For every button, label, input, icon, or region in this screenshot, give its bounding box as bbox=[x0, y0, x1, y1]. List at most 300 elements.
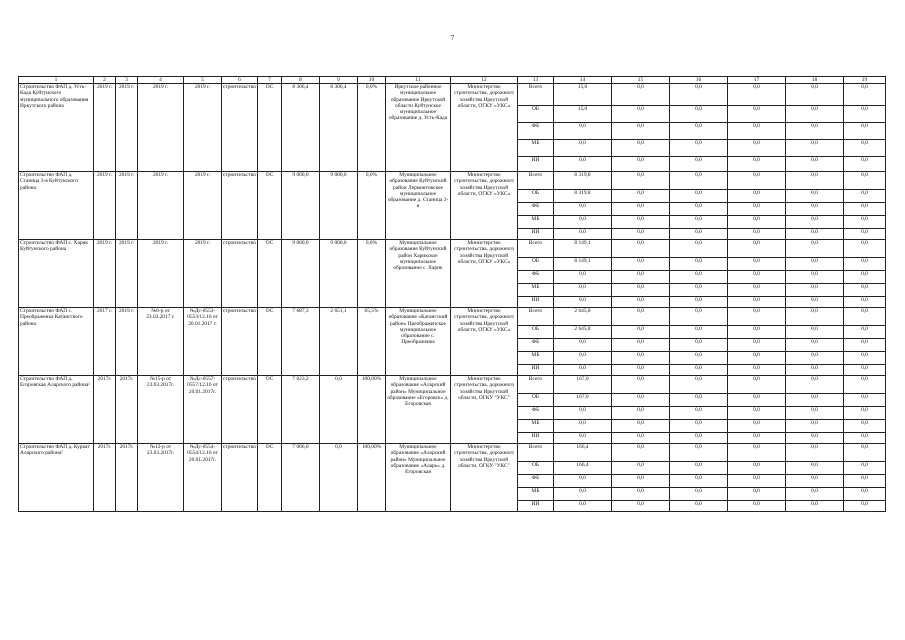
amount-cell: 0,0 bbox=[728, 475, 786, 488]
amount-cell: 0,0 bbox=[554, 203, 612, 216]
amount-cell: 0,0 bbox=[670, 190, 728, 203]
amount-cell: 0,0 bbox=[728, 106, 786, 123]
amount-cell: 0,0 bbox=[670, 444, 728, 462]
amount-cell: 0,0 bbox=[786, 488, 844, 501]
remaining-cost-cell: 9 000,0 bbox=[320, 172, 358, 240]
amount-cell: 0,0 bbox=[612, 229, 670, 240]
financing-table bbox=[18, 76, 886, 512]
table-row bbox=[19, 376, 886, 394]
municipality-cell: Муниципальное образование Куйтунский район Харикское муниципальное образование с. Харик bbox=[386, 240, 451, 308]
customer-cell: Министерство строительства, дорожного хозяйства Иркутской области, ОГКУ «УКС» bbox=[451, 240, 518, 308]
amount-cell: 0,0 bbox=[728, 407, 786, 420]
amount-cell: 0,0 bbox=[786, 352, 844, 365]
amount-cell: 0,0 bbox=[844, 376, 886, 394]
contract-cell: №Дс-0557-0557/12.16 от 20.01.2017г. bbox=[184, 376, 222, 444]
amount-cell: 0,0 bbox=[786, 462, 844, 475]
amount-cell: 0,0 bbox=[554, 407, 612, 420]
amount-cell: 8 149,1 bbox=[554, 240, 612, 258]
column-number-8: 8 bbox=[282, 77, 320, 84]
start-year-cell: 2019 г. bbox=[94, 84, 116, 172]
amount-cell: 0,0 bbox=[670, 157, 728, 172]
amount-cell: 0,0 bbox=[844, 271, 886, 284]
column-number-17: 17 bbox=[728, 77, 786, 84]
amount-cell: 8 319,8 bbox=[554, 172, 612, 190]
amount-cell: 0,0 bbox=[844, 462, 886, 475]
amount-cell: 0,0 bbox=[786, 297, 844, 308]
contract-cell: 2019 г. bbox=[184, 172, 222, 240]
municipality-cell: Муниципальное образование «Аларский район» Муниципальное образование «Аларь» д. Егоровская bbox=[386, 444, 451, 512]
amount-cell: 0,0 bbox=[786, 106, 844, 123]
amount-cell: 0,0 bbox=[554, 140, 612, 157]
funding-source-cell: ОБ bbox=[518, 394, 554, 407]
end-year-cell: 2017г. bbox=[116, 376, 138, 444]
amount-cell: 0,0 bbox=[670, 420, 728, 433]
column-number-16: 16 bbox=[670, 77, 728, 84]
amount-cell: 0,0 bbox=[728, 433, 786, 444]
amount-cell: 0,0 bbox=[670, 229, 728, 240]
customer-cell: Министерство строительства, дорожного хозяйства Иркутской области, ОГКУ «УКС» bbox=[451, 84, 518, 172]
remaining-cost-cell: 2 651,1 bbox=[320, 308, 358, 376]
amount-cell: 0,0 bbox=[612, 123, 670, 140]
amount-cell: 0,0 bbox=[786, 475, 844, 488]
amount-cell: 0,0 bbox=[612, 216, 670, 229]
column-number-12: 12 bbox=[451, 77, 518, 84]
project-name-cell: Строительство ФАП д. Усть-Када Куйтунского муниципального образования Иркутского района bbox=[19, 84, 94, 172]
page-number: 7 bbox=[450, 34, 455, 42]
amount-cell: 0,0 bbox=[612, 172, 670, 190]
contract-cell: №Дс-0553-0553/12.16 от 20.01.2017 г. bbox=[184, 308, 222, 376]
amount-cell: 0,0 bbox=[612, 84, 670, 106]
funding-source-cell: МБ bbox=[518, 216, 554, 229]
start-year-cell: 2017г. bbox=[94, 444, 116, 512]
order-cell: №6-р от 23.03.2017 г. bbox=[138, 308, 184, 376]
amount-cell: 0,0 bbox=[786, 433, 844, 444]
amount-cell: 0,0 bbox=[786, 203, 844, 216]
customer-cell: Министерство строительства, дорожного хозяйства Иркутской области, ОГКУ "УКС" bbox=[451, 376, 518, 444]
funding-source-cell: Всего bbox=[518, 308, 554, 326]
project-name-cell: Строительство ФАП д. Егоровская Аларского района² bbox=[19, 376, 94, 444]
amount-cell: 0,0 bbox=[670, 84, 728, 106]
amount-cell: 0,0 bbox=[612, 376, 670, 394]
amount-cell: 0,0 bbox=[670, 308, 728, 326]
start-year-cell: 2019 г. bbox=[94, 172, 116, 240]
amount-cell: 0,0 bbox=[786, 407, 844, 420]
amount-cell: 0,0 bbox=[670, 339, 728, 352]
amount-cell: 167,0 bbox=[554, 394, 612, 407]
amount-cell: 0,0 bbox=[612, 407, 670, 420]
amount-cell: 0,0 bbox=[670, 394, 728, 407]
project-name-cell: Строительство ФАП д. Куркат Аларского района² bbox=[19, 444, 94, 512]
amount-cell: 0,0 bbox=[786, 284, 844, 297]
work-type-cell: строительство bbox=[222, 376, 258, 444]
municipality-cell: Муниципальное образование «Катангский район» Преображенское муниципальное образование с. Преображенка bbox=[386, 308, 451, 376]
amount-cell: 0,0 bbox=[612, 297, 670, 308]
readiness-cell: 100,00% bbox=[358, 376, 386, 444]
category-cell: ОС bbox=[258, 444, 282, 512]
category-cell: ОС bbox=[258, 172, 282, 240]
readiness-cell: 0,0% bbox=[358, 240, 386, 308]
remaining-cost-cell: 8 306,4 bbox=[320, 84, 358, 172]
order-cell: 2019 г. bbox=[138, 172, 184, 240]
contract-cell: 2019 г. bbox=[184, 240, 222, 308]
order-cell: №12-р от 23.03.2017г. bbox=[138, 444, 184, 512]
amount-cell: 0,0 bbox=[786, 326, 844, 339]
amount-cell: 0,0 bbox=[844, 339, 886, 352]
amount-cell: 0,0 bbox=[612, 240, 670, 258]
start-year-cell: 2019 г. bbox=[94, 240, 116, 308]
amount-cell: 0,0 bbox=[554, 157, 612, 172]
table-row bbox=[19, 84, 886, 106]
amount-cell: 0,0 bbox=[844, 394, 886, 407]
funding-source-cell: ИИ bbox=[518, 229, 554, 240]
cost-cell: 9 000,0 bbox=[282, 172, 320, 240]
category-cell: ОС bbox=[258, 376, 282, 444]
amount-cell: 0,0 bbox=[844, 84, 886, 106]
amount-cell: 0,0 bbox=[786, 140, 844, 157]
amount-cell: 0,0 bbox=[786, 216, 844, 229]
amount-cell: 0,0 bbox=[728, 308, 786, 326]
amount-cell: 0,0 bbox=[786, 240, 844, 258]
funding-source-cell: ФБ bbox=[518, 271, 554, 284]
funding-source-cell: Всего bbox=[518, 172, 554, 190]
funding-source-cell: ИИ bbox=[518, 501, 554, 512]
amount-cell: 0,0 bbox=[554, 488, 612, 501]
amount-cell: 0,0 bbox=[844, 284, 886, 297]
amount-cell: 0,0 bbox=[844, 352, 886, 365]
order-cell: 2019 г. bbox=[138, 84, 184, 172]
column-number-19: 19 bbox=[844, 77, 886, 84]
amount-cell: 0,0 bbox=[612, 203, 670, 216]
amount-cell: 0,0 bbox=[844, 240, 886, 258]
amount-cell: 0,0 bbox=[612, 157, 670, 172]
amount-cell: 0,0 bbox=[728, 297, 786, 308]
amount-cell: 0,0 bbox=[670, 407, 728, 420]
column-number-7: 7 bbox=[258, 77, 282, 84]
remaining-cost-cell: 0,0 bbox=[320, 444, 358, 512]
funding-source-cell: МБ bbox=[518, 140, 554, 157]
amount-cell: 0,0 bbox=[786, 501, 844, 512]
amount-cell: 2 645,8 bbox=[554, 308, 612, 326]
end-year-cell: 2019 г. bbox=[116, 84, 138, 172]
amount-cell: 0,0 bbox=[612, 258, 670, 271]
column-number-10: 10 bbox=[358, 77, 386, 84]
funding-source-cell: Всего bbox=[518, 376, 554, 394]
amount-cell: 0,0 bbox=[844, 190, 886, 203]
amount-cell: 0,0 bbox=[670, 240, 728, 258]
column-number-13: 13 bbox=[518, 77, 554, 84]
amount-cell: 0,0 bbox=[554, 123, 612, 140]
amount-cell: 0,0 bbox=[786, 172, 844, 190]
amount-cell: 0,0 bbox=[728, 501, 786, 512]
funding-source-cell: ИИ bbox=[518, 433, 554, 444]
amount-cell: 0,0 bbox=[844, 140, 886, 157]
amount-cell: 0,0 bbox=[786, 157, 844, 172]
amount-cell: 0,0 bbox=[786, 123, 844, 140]
column-number-14: 14 bbox=[554, 77, 612, 84]
amount-cell: 0,0 bbox=[786, 339, 844, 352]
amount-cell: 0,0 bbox=[728, 365, 786, 376]
amount-cell: 0,0 bbox=[728, 258, 786, 271]
start-year-cell: 2017 г. bbox=[94, 308, 116, 376]
funding-source-cell: ФБ bbox=[518, 475, 554, 488]
amount-cell: 0,0 bbox=[728, 229, 786, 240]
amount-cell: 0,0 bbox=[728, 157, 786, 172]
work-type-cell: строительство bbox=[222, 240, 258, 308]
table-row bbox=[19, 240, 886, 258]
remaining-cost-cell: 9 000,0 bbox=[320, 240, 358, 308]
project-name-cell: Строительство ФАП д. Станица 3-я Куйтунского района bbox=[19, 172, 94, 240]
amount-cell: 0,0 bbox=[844, 501, 886, 512]
amount-cell: 0,0 bbox=[612, 444, 670, 462]
amount-cell: 0,0 bbox=[554, 433, 612, 444]
amount-cell: 0,0 bbox=[670, 326, 728, 339]
amount-cell: 0,0 bbox=[554, 501, 612, 512]
amount-cell: 0,0 bbox=[612, 271, 670, 284]
order-cell: №15-р от 23.03.2017г. bbox=[138, 376, 184, 444]
funding-source-cell: ИИ bbox=[518, 297, 554, 308]
column-number-6: 6 bbox=[222, 77, 258, 84]
readiness-cell: 65,5% bbox=[358, 308, 386, 376]
amount-cell: 0,0 bbox=[554, 475, 612, 488]
funding-source-cell: ФБ bbox=[518, 407, 554, 420]
amount-cell: 0,0 bbox=[554, 297, 612, 308]
funding-source-cell: ОБ bbox=[518, 190, 554, 203]
amount-cell: 0,0 bbox=[670, 462, 728, 475]
amount-cell: 0,0 bbox=[786, 229, 844, 240]
amount-cell: 0,0 bbox=[728, 123, 786, 140]
amount-cell: 0,0 bbox=[670, 172, 728, 190]
amount-cell: 0,0 bbox=[728, 271, 786, 284]
amount-cell: 0,0 bbox=[786, 365, 844, 376]
amount-cell: 0,0 bbox=[844, 365, 886, 376]
funding-source-cell: ОБ bbox=[518, 258, 554, 271]
amount-cell: 167,0 bbox=[554, 376, 612, 394]
amount-cell: 0,0 bbox=[670, 365, 728, 376]
amount-cell: 0,0 bbox=[728, 190, 786, 203]
amount-cell: 0,0 bbox=[728, 420, 786, 433]
amount-cell: 0,0 bbox=[728, 216, 786, 229]
amount-cell: 0,0 bbox=[670, 140, 728, 157]
funding-source-cell: ФБ bbox=[518, 203, 554, 216]
contract-cell: 2019 г. bbox=[184, 84, 222, 172]
category-cell: ОС bbox=[258, 84, 282, 172]
amount-cell: 0,0 bbox=[728, 376, 786, 394]
amount-cell: 0,0 bbox=[844, 475, 886, 488]
funding-source-cell: Всего bbox=[518, 84, 554, 106]
amount-cell: 0,0 bbox=[670, 475, 728, 488]
funding-source-cell: МБ bbox=[518, 284, 554, 297]
funding-source-cell: ИИ bbox=[518, 157, 554, 172]
amount-cell: 0,0 bbox=[670, 106, 728, 123]
cost-cell: 7 023,2 bbox=[282, 376, 320, 444]
amount-cell: 0,0 bbox=[844, 106, 886, 123]
table-row bbox=[19, 172, 886, 190]
contract-cell: №Дс-0554-0554/12.16 от 20.01.2017г. bbox=[184, 444, 222, 512]
column-number-row bbox=[19, 77, 886, 84]
amount-cell: 0,0 bbox=[844, 229, 886, 240]
cost-cell: 8 306,4 bbox=[282, 84, 320, 172]
municipality-cell: Иркутское районное муниципальное образование Иркутской области Куйтунское муниципальное образование д. Усть-Када bbox=[386, 84, 451, 172]
work-type-cell: строительство bbox=[222, 444, 258, 512]
amount-cell: 15,0 bbox=[554, 106, 612, 123]
table-row bbox=[19, 308, 886, 326]
amount-cell: 0,0 bbox=[728, 462, 786, 475]
work-type-cell: строительство bbox=[222, 172, 258, 240]
column-number-9: 9 bbox=[320, 77, 358, 84]
amount-cell: 0,0 bbox=[670, 488, 728, 501]
amount-cell: 0,0 bbox=[612, 339, 670, 352]
funding-source-cell: ОБ bbox=[518, 462, 554, 475]
column-number-3: 3 bbox=[116, 77, 138, 84]
amount-cell: 0,0 bbox=[728, 140, 786, 157]
column-number-5: 5 bbox=[184, 77, 222, 84]
amount-cell: 0,0 bbox=[844, 308, 886, 326]
readiness-cell: 100,00% bbox=[358, 444, 386, 512]
work-type-cell: строительство bbox=[222, 84, 258, 172]
funding-source-cell: МБ bbox=[518, 352, 554, 365]
amount-cell: 0,0 bbox=[728, 326, 786, 339]
end-year-cell: 2019 г. bbox=[116, 308, 138, 376]
amount-cell: 0,0 bbox=[554, 365, 612, 376]
column-number-11: 11 bbox=[386, 77, 451, 84]
amount-cell: 0,0 bbox=[844, 407, 886, 420]
readiness-cell: 0,0% bbox=[358, 84, 386, 172]
amount-cell: 166,4 bbox=[554, 462, 612, 475]
amount-cell: 0,0 bbox=[612, 284, 670, 297]
amount-cell: 0,0 bbox=[612, 106, 670, 123]
amount-cell: 0,0 bbox=[670, 284, 728, 297]
amount-cell: 0,0 bbox=[554, 284, 612, 297]
column-number-15: 15 bbox=[612, 77, 670, 84]
funding-source-cell: МБ bbox=[518, 488, 554, 501]
cost-cell: 7 006,0 bbox=[282, 444, 320, 512]
customer-cell: Министерство строительства, дорожного хозяйства Иркутской области, ОГКУ «УКС» bbox=[451, 308, 518, 376]
amount-cell: 0,0 bbox=[786, 258, 844, 271]
amount-cell: 0,0 bbox=[844, 258, 886, 271]
funding-source-cell: Всего bbox=[518, 240, 554, 258]
remaining-cost-cell: 0,0 bbox=[320, 376, 358, 444]
amount-cell: 0,0 bbox=[844, 172, 886, 190]
amount-cell: 0,0 bbox=[844, 488, 886, 501]
end-year-cell: 2017г. bbox=[116, 444, 138, 512]
amount-cell: 0,0 bbox=[612, 365, 670, 376]
order-cell: 2019 г. bbox=[138, 240, 184, 308]
project-name-cell: Строительство ФАП с. Харик Куйтунского района bbox=[19, 240, 94, 308]
category-cell: ОС bbox=[258, 240, 282, 308]
amount-cell: 0,0 bbox=[728, 444, 786, 462]
amount-cell: 0,0 bbox=[844, 326, 886, 339]
amount-cell: 8 319,8 bbox=[554, 190, 612, 203]
funding-source-cell: ФБ bbox=[518, 123, 554, 140]
column-number-1: 1 bbox=[19, 77, 94, 84]
amount-cell: 0,0 bbox=[612, 394, 670, 407]
funding-source-cell: ИИ bbox=[518, 365, 554, 376]
amount-cell: 0,0 bbox=[844, 444, 886, 462]
amount-cell: 0,0 bbox=[670, 258, 728, 271]
amount-cell: 0,0 bbox=[728, 84, 786, 106]
amount-cell: 0,0 bbox=[612, 352, 670, 365]
amount-cell: 0,0 bbox=[786, 308, 844, 326]
amount-cell: 0,0 bbox=[554, 420, 612, 433]
amount-cell: 0,0 bbox=[612, 501, 670, 512]
amount-cell: 0,0 bbox=[670, 376, 728, 394]
column-number-2: 2 bbox=[94, 77, 116, 84]
amount-cell: 0,0 bbox=[728, 240, 786, 258]
amount-cell: 0,0 bbox=[844, 123, 886, 140]
amount-cell: 0,0 bbox=[612, 488, 670, 501]
start-year-cell: 2017г. bbox=[94, 376, 116, 444]
amount-cell: 0,0 bbox=[844, 157, 886, 172]
funding-source-cell: ОБ bbox=[518, 106, 554, 123]
amount-cell: 0,0 bbox=[670, 433, 728, 444]
funding-source-cell: МБ bbox=[518, 420, 554, 433]
amount-cell: 0,0 bbox=[612, 326, 670, 339]
amount-cell: 0,0 bbox=[786, 376, 844, 394]
project-name-cell: Строительство ФАП с. Преображенка Катангского района bbox=[19, 308, 94, 376]
end-year-cell: 2019 г. bbox=[116, 240, 138, 308]
amount-cell: 0,0 bbox=[612, 462, 670, 475]
amount-cell: 0,0 bbox=[554, 339, 612, 352]
amount-cell: 0,0 bbox=[844, 203, 886, 216]
amount-cell: 0,0 bbox=[554, 352, 612, 365]
column-number-4: 4 bbox=[138, 77, 184, 84]
amount-cell: 0,0 bbox=[844, 297, 886, 308]
amount-cell: 0,0 bbox=[670, 501, 728, 512]
amount-cell: 0,0 bbox=[612, 140, 670, 157]
municipality-cell: Муниципальное образование Куйтунский район Лермонтовское муниципальное образование д. Станица 3-я bbox=[386, 172, 451, 240]
amount-cell: 8 149,1 bbox=[554, 258, 612, 271]
customer-cell: Министерство строительства, дорожного хозяйства Иркутской области, ОГКУ "УКС" bbox=[451, 444, 518, 512]
cost-cell: 7 687,3 bbox=[282, 308, 320, 376]
amount-cell: 0,0 bbox=[786, 271, 844, 284]
category-cell: ОС bbox=[258, 308, 282, 376]
amount-cell: 0,0 bbox=[612, 433, 670, 444]
amount-cell: 0,0 bbox=[786, 394, 844, 407]
amount-cell: 0,0 bbox=[786, 420, 844, 433]
amount-cell: 0,0 bbox=[612, 475, 670, 488]
municipality-cell: Муниципальное образование «Аларский район» Муниципальное образование «Егоровск» д. Егоровская bbox=[386, 376, 451, 444]
work-type-cell: строительство bbox=[222, 308, 258, 376]
amount-cell: 15,0 bbox=[554, 84, 612, 106]
amount-cell: 0,0 bbox=[612, 308, 670, 326]
amount-cell: 0,0 bbox=[844, 420, 886, 433]
amount-cell: 0,0 bbox=[670, 297, 728, 308]
amount-cell: 0,0 bbox=[728, 172, 786, 190]
amount-cell: 0,0 bbox=[670, 216, 728, 229]
funding-source-cell: ОБ bbox=[518, 326, 554, 339]
amount-cell: 0,0 bbox=[844, 216, 886, 229]
amount-cell: 0,0 bbox=[670, 203, 728, 216]
funding-source-cell: Всего bbox=[518, 444, 554, 462]
end-year-cell: 2019 г. bbox=[116, 172, 138, 240]
amount-cell: 0,0 bbox=[728, 203, 786, 216]
funding-source-cell: ФБ bbox=[518, 339, 554, 352]
cost-cell: 9 000,0 bbox=[282, 240, 320, 308]
amount-cell: 0,0 bbox=[670, 271, 728, 284]
amount-cell: 0,0 bbox=[554, 216, 612, 229]
amount-cell: 0,0 bbox=[554, 271, 612, 284]
amount-cell: 0,0 bbox=[786, 190, 844, 203]
amount-cell: 0,0 bbox=[728, 339, 786, 352]
amount-cell: 166,4 bbox=[554, 444, 612, 462]
amount-cell: 0,0 bbox=[728, 284, 786, 297]
amount-cell: 0,0 bbox=[670, 352, 728, 365]
table-row bbox=[19, 444, 886, 462]
amount-cell: 2 645,8 bbox=[554, 326, 612, 339]
amount-cell: 0,0 bbox=[786, 444, 844, 462]
readiness-cell: 0,0% bbox=[358, 172, 386, 240]
amount-cell: 0,0 bbox=[728, 394, 786, 407]
